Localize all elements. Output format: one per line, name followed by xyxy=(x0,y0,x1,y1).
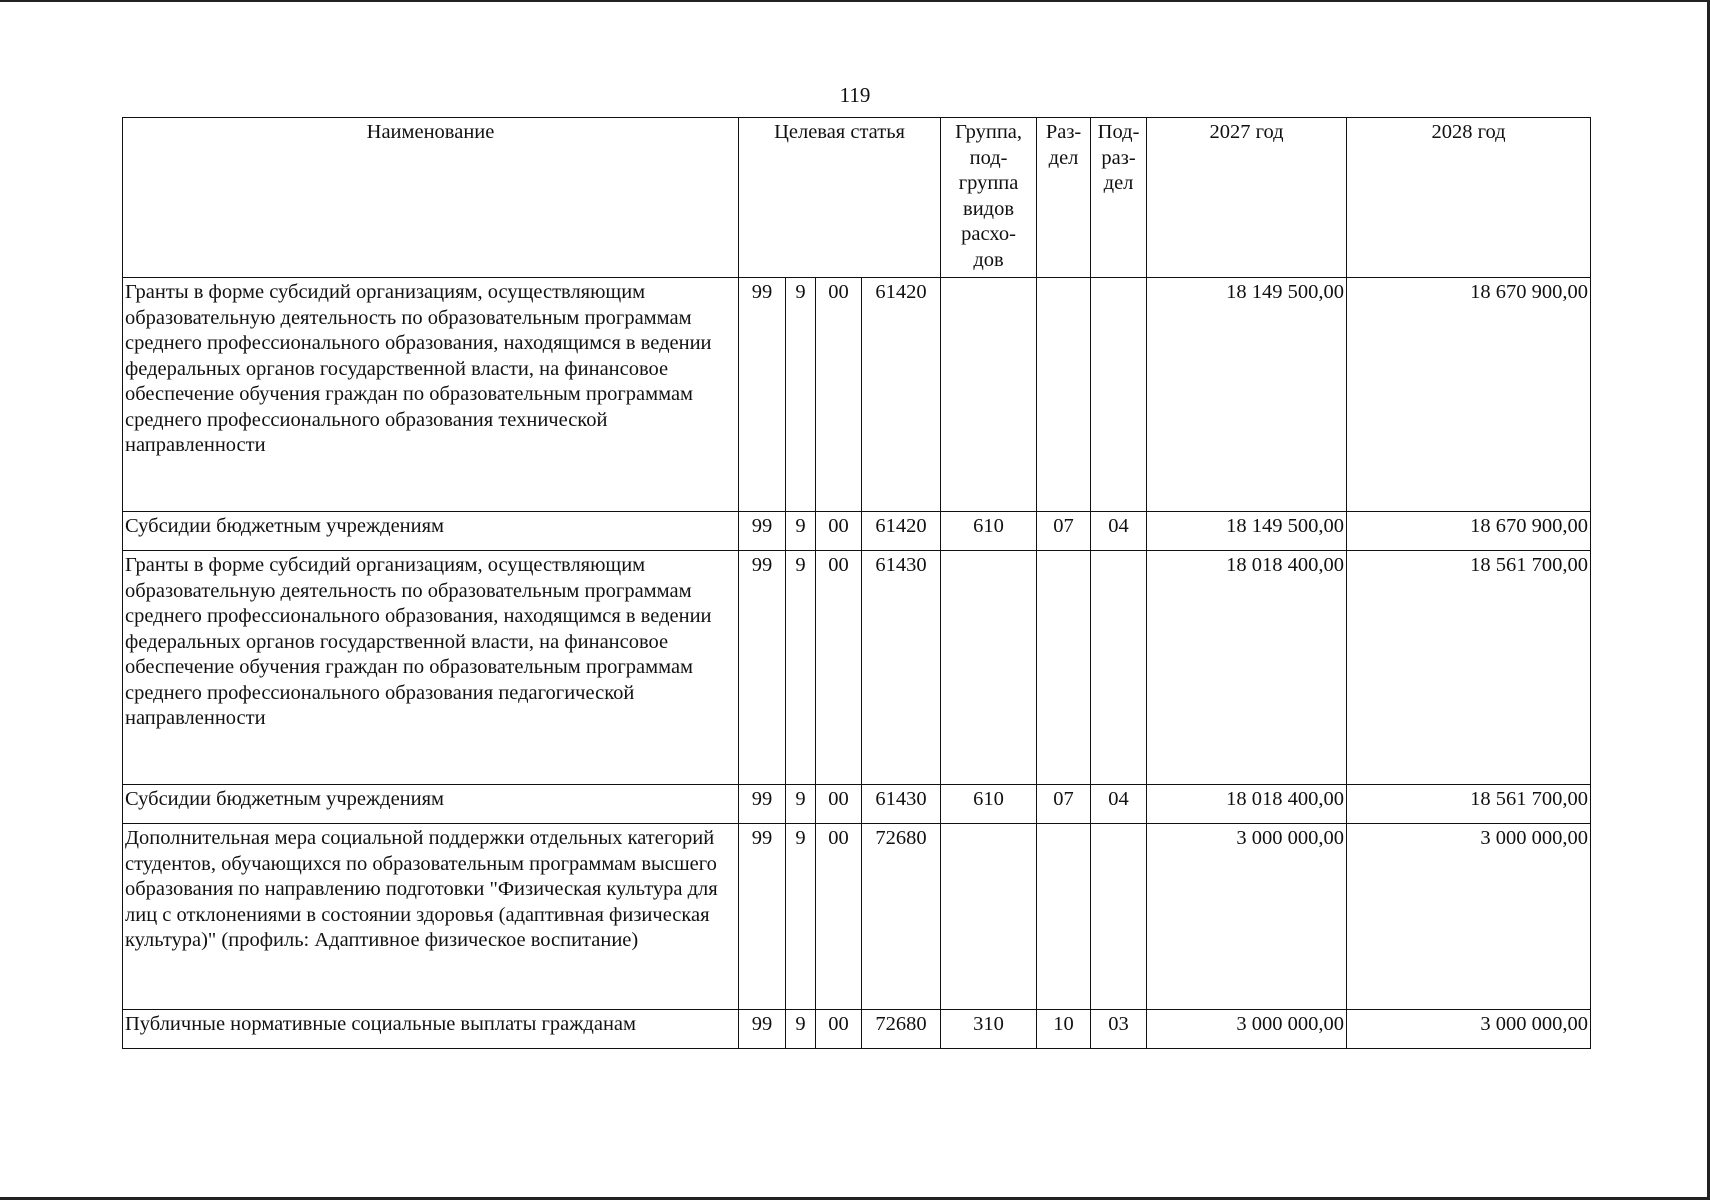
row-code-program: 99 xyxy=(739,824,786,1010)
row-amount-2028: 3 000 000,00 xyxy=(1347,824,1591,1010)
row-amount-2028: 18 561 700,00 xyxy=(1347,785,1591,824)
row-amount-2027: 18 149 500,00 xyxy=(1147,512,1347,551)
header-group xyxy=(941,118,1037,278)
row-section xyxy=(1037,278,1091,512)
header-subsection-line: Под- xyxy=(1097,121,1140,143)
row-code-main: 00 xyxy=(816,1010,862,1049)
row-code-subprogram: 9 xyxy=(786,278,816,512)
header-subsection-line: раз- xyxy=(1101,146,1136,169)
row-code-main: 00 xyxy=(816,551,862,785)
row-amount-2028: 18 670 900,00 xyxy=(1347,512,1591,551)
table-row xyxy=(123,278,1591,512)
row-code-subprogram: 9 xyxy=(786,824,816,1010)
row-amount-2027: 3 000 000,00 xyxy=(1147,824,1347,1010)
header-group-line: Группа, xyxy=(955,121,1023,143)
row-code-direction: 61420 xyxy=(862,512,941,551)
row-code-subprogram: 9 xyxy=(786,512,816,551)
budget-table xyxy=(122,117,1591,1049)
row-amount-2028: 18 670 900,00 xyxy=(1347,278,1591,512)
row-code-direction: 61430 xyxy=(862,785,941,824)
row-subsection xyxy=(1091,278,1147,512)
table-row xyxy=(123,785,1591,824)
row-code-program: 99 xyxy=(739,278,786,512)
row-code-subprogram: 9 xyxy=(786,1010,816,1049)
row-code-main: 00 xyxy=(816,824,862,1010)
row-subsection xyxy=(1091,824,1147,1010)
row-subsection xyxy=(1091,551,1147,785)
row-code-subprogram: 9 xyxy=(786,785,816,824)
page-number: 119 xyxy=(839,83,871,107)
row-section xyxy=(1037,551,1091,785)
header-group-line: видов xyxy=(963,197,1015,220)
table-row xyxy=(123,824,1591,1010)
row-code-direction: 61430 xyxy=(862,551,941,785)
row-group: 310 xyxy=(941,1010,1037,1049)
row-group xyxy=(941,824,1037,1010)
row-code-direction: 72680 xyxy=(862,1010,941,1049)
row-group xyxy=(941,551,1037,785)
row-subsection: 04 xyxy=(1091,512,1147,551)
header-year-2027: 2027 год xyxy=(1147,118,1347,278)
row-amount-2027: 3 000 000,00 xyxy=(1147,1010,1347,1049)
row-group: 610 xyxy=(941,512,1037,551)
header-year-2028: 2028 год xyxy=(1347,118,1591,278)
header-subsection xyxy=(1091,118,1147,278)
row-amount-2028: 18 561 700,00 xyxy=(1347,551,1591,785)
row-section: 07 xyxy=(1037,785,1091,824)
row-name: Гранты в форме субсидий организациям, осуществляющим образовательную деятельность по образовательным программам среднего профессионального образования, находящимся в ведении федеральных органов государственной власти, на финансовое обеспечение обучения граждан по образовательным программам среднего профессионального образования технической направленности xyxy=(123,278,739,512)
row-code-main: 00 xyxy=(816,785,862,824)
row-code-direction: 72680 xyxy=(862,824,941,1010)
row-code-program: 99 xyxy=(739,785,786,824)
table-row xyxy=(123,512,1591,551)
row-name: Публичные нормативные социальные выплаты гражданам xyxy=(123,1010,739,1049)
row-code-main: 00 xyxy=(816,512,862,551)
header-group-line: расхо- xyxy=(961,223,1016,245)
row-group: 610 xyxy=(941,785,1037,824)
row-code-subprogram: 9 xyxy=(786,551,816,785)
row-group xyxy=(941,278,1037,512)
row-section: 07 xyxy=(1037,512,1091,551)
table-row xyxy=(123,1010,1591,1049)
row-code-program: 99 xyxy=(739,512,786,551)
row-amount-2027: 18 018 400,00 xyxy=(1147,785,1347,824)
table-row xyxy=(123,551,1591,785)
header-group-line: под- xyxy=(969,146,1008,169)
table-header-row xyxy=(123,118,1591,278)
row-section: 10 xyxy=(1037,1010,1091,1049)
header-section xyxy=(1037,118,1091,278)
row-code-main: 00 xyxy=(816,278,862,512)
row-subsection: 03 xyxy=(1091,1010,1147,1049)
row-code-program: 99 xyxy=(739,551,786,785)
row-name: Субсидии бюджетным учреждениям xyxy=(123,785,739,824)
row-name: Гранты в форме субсидий организациям, осуществляющим образовательную деятельность по образовательным программам среднего профессионального образования, находящимся в ведении федеральных органов государственной власти, на финансовое обеспечение обучения граждан по образовательным программам среднего профессионального образования педагогической направленности xyxy=(123,551,739,785)
header-group-line: дов xyxy=(973,248,1004,271)
row-section xyxy=(1037,824,1091,1010)
header-group-line: группа xyxy=(958,172,1019,194)
row-amount-2028: 3 000 000,00 xyxy=(1347,1010,1591,1049)
row-code-direction: 61420 xyxy=(862,278,941,512)
page-top-border xyxy=(0,0,1710,2)
row-amount-2027: 18 149 500,00 xyxy=(1147,278,1347,512)
header-section-line: дел xyxy=(1048,146,1079,169)
row-amount-2027: 18 018 400,00 xyxy=(1147,551,1347,785)
header-name: Наименование xyxy=(123,118,739,278)
header-subsection-line: дел xyxy=(1103,172,1134,194)
header-section-line: Раз- xyxy=(1045,121,1082,143)
row-code-program: 99 xyxy=(739,1010,786,1049)
row-name: Субсидии бюджетным учреждениям xyxy=(123,512,739,551)
row-subsection: 04 xyxy=(1091,785,1147,824)
row-name: Дополнительная мера социальной поддержки отдельных категорий студентов, обучающихся по образовательным программам высшего образования по направлению подготовки "Физическая культура для лиц с отклонениями в состоянии здоровья (адаптивная физическая культура)" (профиль: Адаптивное физическое воспитание) xyxy=(123,824,739,1010)
header-target-article: Целевая статья xyxy=(739,118,941,278)
